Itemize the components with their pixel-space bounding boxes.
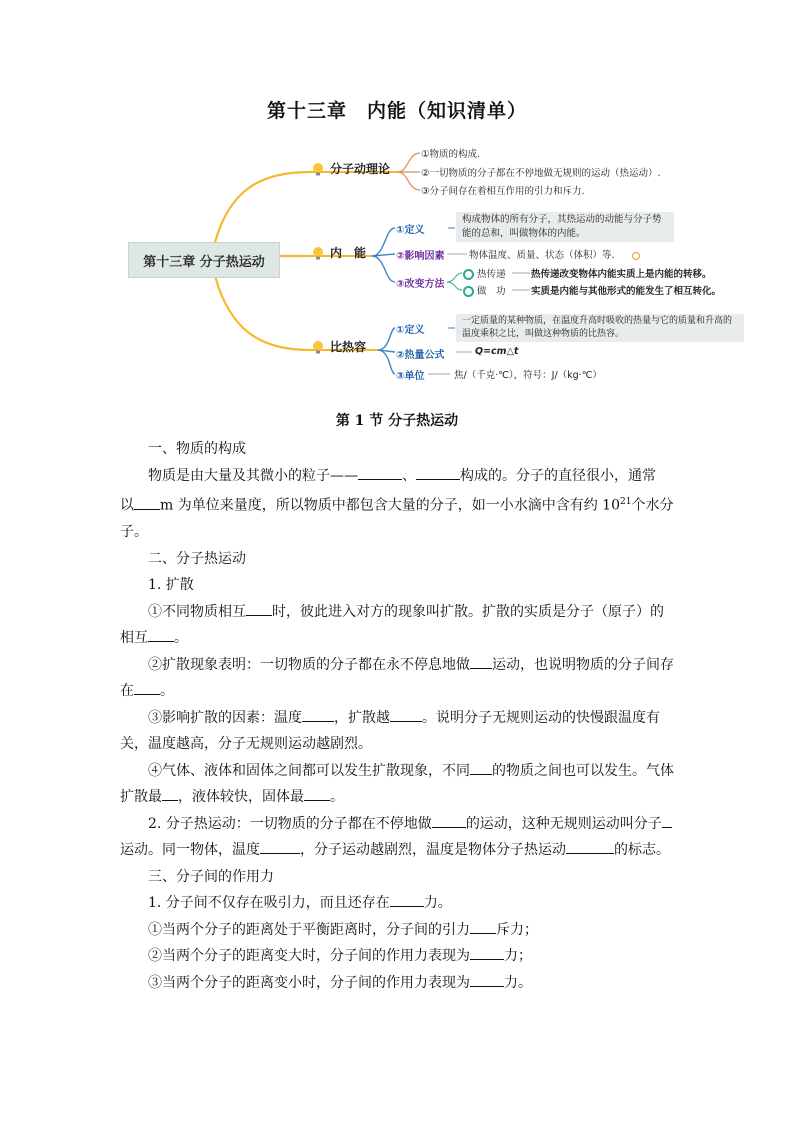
dot-icon (463, 269, 474, 280)
heading: 二、分子热运动 (148, 550, 246, 567)
sub-heat-formula: ②热量公式 (396, 350, 445, 361)
sub-factors: ②影响因素 (396, 251, 445, 262)
paragraph: 2. 分子热运动：一切物质的分子都在不停地做 的运动，这种无规则运动叫分子 (120, 811, 680, 838)
mind-map (110, 130, 760, 390)
fill-blank[interactable] (246, 600, 272, 616)
fill-blank[interactable] (134, 679, 160, 695)
fill-blank[interactable] (432, 812, 466, 828)
fill-blank[interactable] (358, 464, 402, 480)
mind-map-root: 第十三章 分子热运动 (128, 242, 280, 278)
dot-icon (463, 286, 474, 297)
fill-blank[interactable] (566, 838, 614, 854)
leaf-item: ①物质的构成. (421, 149, 481, 160)
paragraph: ②当两个分子的距离变大时，分子间的作用力表现为 力； (120, 943, 680, 970)
fill-blank[interactable] (148, 626, 174, 642)
heat-transfer-text: 热传递改变物体内能实质上是内能的转移。 (531, 269, 712, 280)
lightbulb-icon (310, 161, 326, 177)
branch-label: 比热容 (330, 340, 367, 354)
dot-icon (632, 252, 640, 260)
heading: 一、物质的构成 (148, 441, 246, 457)
paragraph: 在 。 (120, 678, 680, 705)
fill-blank[interactable] (390, 706, 422, 722)
paragraph: 运动。同一物体，温度 ，分子运动越剧烈，温度是物体分子热运动 的标志。 (120, 837, 680, 864)
section-title: 第 1 节 分子热运动 (335, 413, 459, 429)
chapter-title: 第十三章 内能（知识清单） (266, 100, 527, 122)
fill-blank[interactable] (304, 785, 330, 801)
leaf-item: ③分子间存在着相互作用的引力和斥力. (421, 186, 585, 197)
factors-text: 物体温度、质量、状态（体积）等. (469, 247, 640, 261)
sub-methods: ③改变方法 (396, 279, 445, 290)
branch-label: 分子动理论 (330, 162, 391, 176)
fill-blank[interactable] (662, 812, 672, 828)
sub-definition: ①定义 (396, 325, 425, 336)
paragraph: 1. 分子间不仅存在吸引力，而且还存在 力。 (120, 890, 680, 917)
heading: 三、分子间的作用力 (148, 868, 274, 885)
fill-blank[interactable] (260, 838, 300, 854)
document-body (120, 436, 680, 996)
fill-blank[interactable] (470, 918, 496, 934)
fill-blank[interactable] (470, 944, 504, 960)
leaf-item: ②一切物质的分子都在不停地做无规则的运动（热运动）. (421, 168, 661, 179)
fill-blank[interactable] (470, 759, 492, 775)
branch-label: 内 能 (330, 246, 367, 260)
sub-unit: ③单位 (396, 371, 425, 382)
unit-text: 焦/（千克·℃），符号：J/（kg·℃） (454, 370, 602, 381)
paragraph: ③影响扩散的因素：温度 ，扩散越 。说明分子无规则运动的快慢跟温度有 (120, 705, 680, 732)
paragraph: 相互 。 (120, 625, 680, 652)
fill-blank[interactable] (162, 785, 178, 801)
branch-molecular-theory (310, 160, 390, 177)
sub-definition: ①定义 (396, 225, 425, 236)
paragraph: ④气体、液体和固体之间都可以发生扩散现象，不同 的物质之间也可以发生。气体 (120, 758, 680, 785)
lightbulb-icon (310, 245, 326, 261)
fill-blank[interactable] (470, 653, 492, 669)
paragraph: 物质是由大量及其微小的粒子—— 、 构成的。分子的直径很小，通常 (120, 463, 680, 490)
definition-box: 一定质量的某种物质，在温度升高时吸收的热量与它的质量和升高的温度乘积之比，叫做这种物质的比热容。 (456, 314, 744, 342)
paragraph: ①当两个分子的距离处于平衡距离时，分子间的引力 斥力； (120, 917, 680, 944)
method-work: 做 功 (463, 283, 506, 297)
paragraph: ①不同物质相互 时，彼此进入对方的现象叫扩散。扩散的实质是分子（原子）的 (120, 599, 680, 626)
paragraph: 子。 (120, 524, 148, 541)
lightbulb-icon (310, 339, 326, 355)
paragraph: 以 m 为单位来量度，所以物质中都包含大量的分子，如一小水滴中含有约 $10^{21}$个水分 (120, 489, 680, 519)
paragraph: 关，温度越高，分子无规则运动越剧烈。 (120, 736, 372, 753)
paragraph: 扩散最 ，液体较快，固体最 。 (120, 784, 680, 811)
subheading: 1. 扩散 (148, 577, 194, 594)
work-text: 实质是内能与其他形式的能发生了相互转化。 (531, 286, 722, 297)
paragraph: ③当两个分子的距离变小时，分子间的作用力表现为 力。 (120, 970, 680, 997)
definition-box: 构成物体的所有分子，其热运动的动能与分子势能的总和，叫做物体的内能。 (456, 212, 674, 242)
fill-blank[interactable] (470, 971, 504, 987)
fill-blank[interactable] (134, 494, 160, 510)
fill-blank[interactable] (302, 706, 334, 722)
fill-blank[interactable] (390, 891, 424, 907)
branch-internal-energy (310, 244, 366, 261)
paragraph: ②扩散现象表明：一切物质的分子都在永不停息地做 运动，也说明物质的分子间存 (120, 652, 680, 679)
heat-formula: Q=cm△t (475, 346, 519, 357)
fill-blank[interactable] (416, 464, 460, 480)
branch-specific-heat (310, 338, 366, 355)
method-heat-transfer: 热传递 (463, 266, 506, 280)
